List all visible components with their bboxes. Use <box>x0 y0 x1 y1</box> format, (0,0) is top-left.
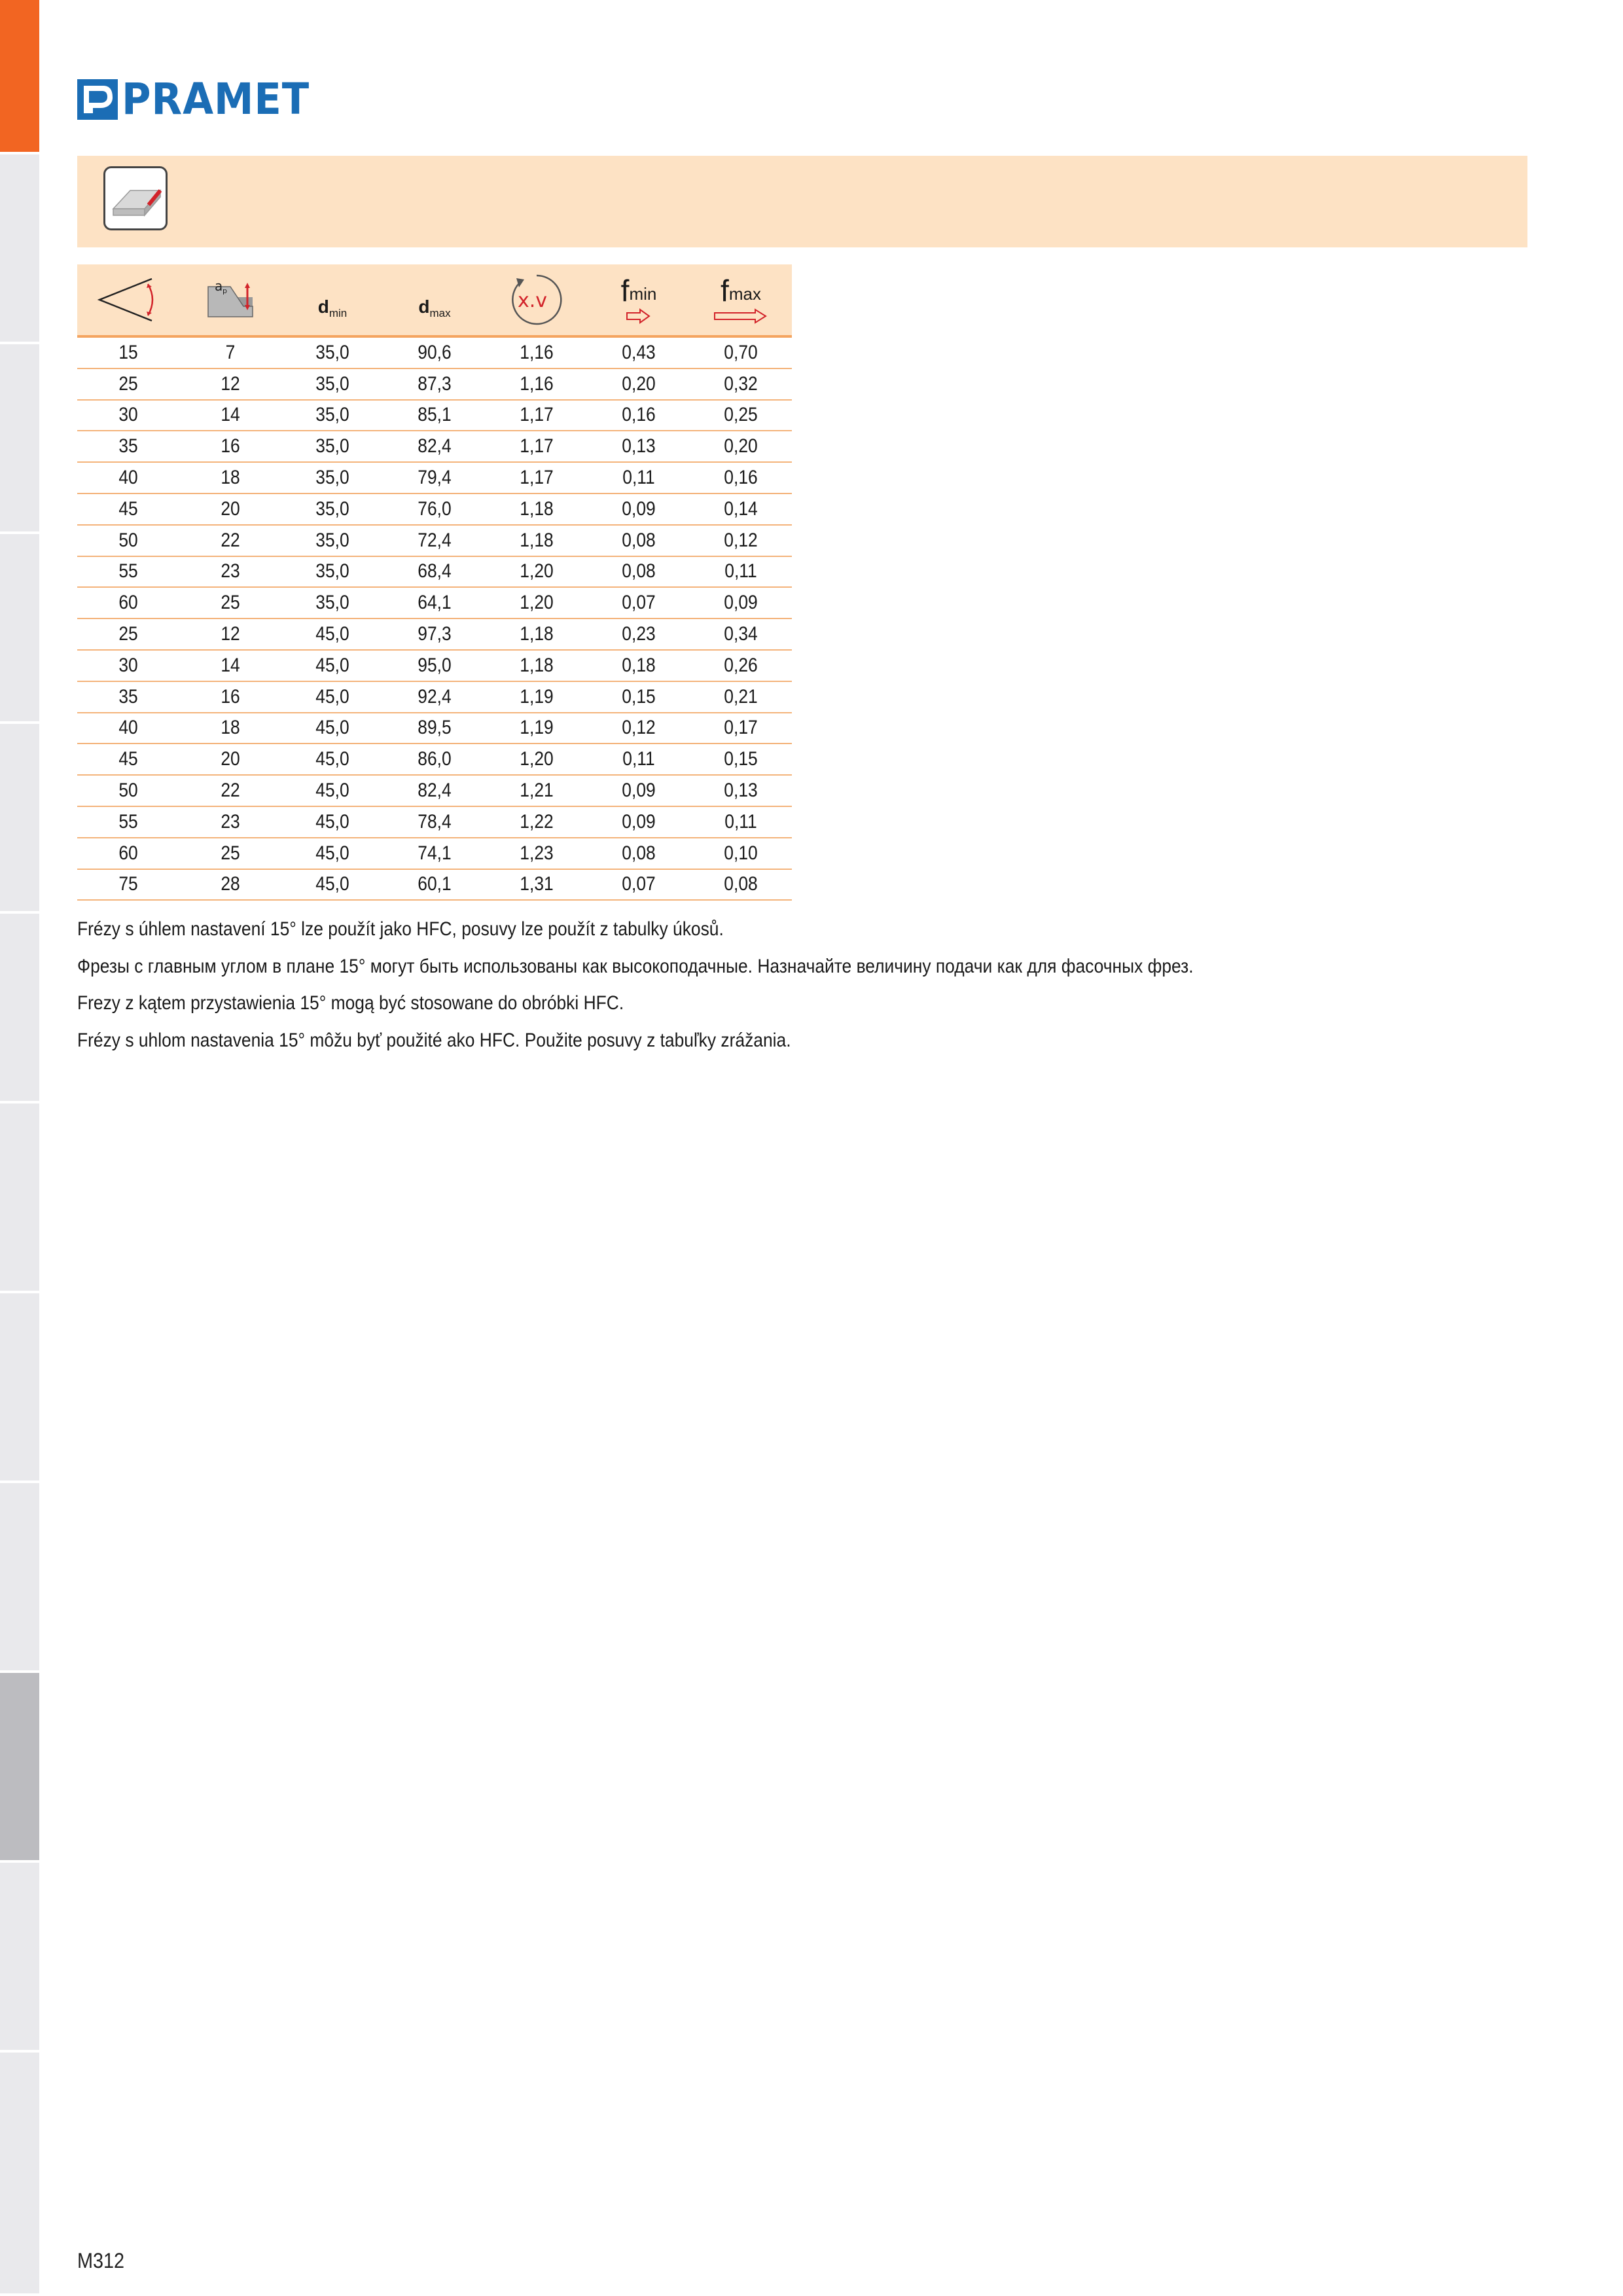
table-cell: 45 <box>118 497 138 520</box>
table-cell: 25 <box>221 592 240 614</box>
table-cell: 1,16 <box>520 372 554 395</box>
table-row <box>77 776 792 807</box>
table-cell: 1,21 <box>520 780 554 802</box>
table-cell: 14 <box>221 404 240 426</box>
table-cell: 55 <box>118 810 138 833</box>
table-cell: 0,11 <box>724 560 757 583</box>
svg-text:a: a <box>215 278 223 294</box>
table-cell: 40 <box>118 467 138 489</box>
svg-text:p: p <box>223 287 227 295</box>
table-cell: 1,31 <box>520 873 554 895</box>
dmin-header: $d_{min}$ <box>317 296 348 319</box>
table-cell: 35 <box>118 435 138 457</box>
table-cell: 1,17 <box>520 467 554 489</box>
table-cell: 95,0 <box>418 654 452 676</box>
table-cell: 89,5 <box>418 717 452 739</box>
note-russian: Фрезы с главным углом в плане 15° могут быть использованы как высокоподачные. Назначайте величину подачи как для фасочных фрез. <box>77 955 1194 977</box>
table-cell: 64,1 <box>418 592 452 614</box>
table-cell: 45 <box>118 748 138 770</box>
table-cell: 45,0 <box>315 654 349 676</box>
table-cell: 0,08 <box>622 560 656 583</box>
table-cell: 45,0 <box>315 685 349 708</box>
table-cell: 40 <box>118 717 138 739</box>
table-cell: 0,34 <box>724 623 758 645</box>
table-cell: 35,0 <box>315 560 349 583</box>
table-cell: 25 <box>118 623 138 645</box>
table-cell: 20 <box>221 748 240 770</box>
table-cell: 1,19 <box>520 717 554 739</box>
table-row <box>77 807 792 838</box>
side-tab[interactable] <box>0 1103 39 1293</box>
table-cell: 35,0 <box>315 341 349 363</box>
table-cell: 0,16 <box>622 404 656 426</box>
table-cell: 0,18 <box>622 654 656 676</box>
table-cell: 60,1 <box>418 873 452 895</box>
table-cell: 0,13 <box>622 435 656 457</box>
table-cell: 76,0 <box>418 497 452 520</box>
table-cell: 0,15 <box>724 748 758 770</box>
table-cell: 30 <box>118 404 138 426</box>
table-cell: 18 <box>221 717 240 739</box>
table-cell: 90,6 <box>418 341 452 363</box>
table-cell: 0,20 <box>622 372 656 395</box>
table-cell: 1,23 <box>520 842 554 864</box>
table-cell: 45,0 <box>315 873 349 895</box>
table-cell: 0,08 <box>622 529 656 551</box>
table-row <box>77 494 792 526</box>
dmax-header: $d_{max}$ <box>418 296 451 319</box>
table-cell: 1,20 <box>520 748 554 770</box>
table-cell: 35,0 <box>315 435 349 457</box>
table-cell: 45,0 <box>315 717 349 739</box>
table-cell: 20 <box>221 497 240 520</box>
table-cell: 74,1 <box>418 842 452 864</box>
table-cell: 55 <box>118 560 138 583</box>
table-cell: 30 <box>118 654 138 676</box>
table-cell: 82,4 <box>418 435 452 457</box>
table-cell: 0,15 <box>622 685 656 708</box>
table-cell: 7 <box>225 341 236 363</box>
table-row <box>77 338 792 369</box>
table-cell: 0,26 <box>724 654 758 676</box>
table-cell: 86,0 <box>418 748 452 770</box>
table-cell: 50 <box>118 529 138 551</box>
table-cell: 25 <box>221 842 240 864</box>
table-cell: 0,70 <box>724 341 758 363</box>
table-cell: 0,25 <box>724 404 758 426</box>
table-row <box>77 870 792 901</box>
table-cell: 0,11 <box>622 467 655 489</box>
table-cell: 1,18 <box>520 623 554 645</box>
table-cell: 45,0 <box>315 810 349 833</box>
side-tab-strip <box>0 0 39 2296</box>
table-cell: 25 <box>118 372 138 395</box>
table-row <box>77 526 792 557</box>
table-cell: 72,4 <box>418 529 452 551</box>
table-cell: 28 <box>221 873 240 895</box>
table-cell: 0,12 <box>724 529 758 551</box>
table-cell: 1,16 <box>520 341 554 363</box>
table-cell: 79,4 <box>418 467 452 489</box>
table-cell: 0,07 <box>622 592 656 614</box>
lead-angle-icon <box>77 264 179 335</box>
feed-arrow-max-icon <box>713 308 768 324</box>
table-cell: 35,0 <box>315 404 349 426</box>
table-row <box>77 369 792 401</box>
table-cell: 0,14 <box>724 497 758 520</box>
brand-name: PRAMET <box>122 74 310 124</box>
fmax-header: $f_{max}$ <box>690 264 792 335</box>
table-cell: 0,09 <box>622 780 656 802</box>
table-cell: 1,18 <box>520 529 554 551</box>
table-cell: 0,11 <box>724 810 757 833</box>
rotation-speed-factor-icon <box>486 264 588 335</box>
table-cell: 97,3 <box>418 623 452 645</box>
table-cell: 0,07 <box>622 873 656 895</box>
table-cell: 0,43 <box>622 341 656 363</box>
side-tab-active[interactable] <box>0 0 39 154</box>
note-slovak: Frézy s uhlom nastavenia 15° môžu byť použité ako HFC. Použite posuvy z tabuľky zrážania. <box>77 1029 791 1051</box>
table-cell: 82,4 <box>418 780 452 802</box>
table-cell: 45,0 <box>315 842 349 864</box>
table-cell: 23 <box>221 560 240 583</box>
pramet-logo <box>77 76 326 123</box>
table-cell: 68,4 <box>418 560 452 583</box>
feed-arrow-min-icon <box>626 308 652 324</box>
table-cell: 0,23 <box>622 623 656 645</box>
table-cell: 15 <box>118 341 138 363</box>
table-cell: 0,17 <box>724 717 758 739</box>
table-row <box>77 588 792 619</box>
table-cell: 35,0 <box>315 529 349 551</box>
table-cell: 1,20 <box>520 560 554 583</box>
table-row <box>77 651 792 682</box>
table-cell: 0,09 <box>724 592 758 614</box>
cutting-data-table <box>77 264 792 901</box>
table-cell: 45,0 <box>315 780 349 802</box>
table-cell: 0,08 <box>724 873 758 895</box>
table-cell: 0,11 <box>622 748 655 770</box>
table-header <box>77 264 792 338</box>
table-cell: 0,08 <box>622 842 656 864</box>
table-cell: 16 <box>221 685 240 708</box>
table-cell: 1,17 <box>520 435 554 457</box>
table-cell: 0,13 <box>724 780 758 802</box>
table-cell: 22 <box>221 529 240 551</box>
page-number: M312 <box>77 2249 125 2272</box>
table-cell: 14 <box>221 654 240 676</box>
table-cell: 35,0 <box>315 467 349 489</box>
table-cell: 12 <box>221 372 240 395</box>
fmin-header: $f_{min}$ <box>588 264 690 335</box>
side-tab[interactable] <box>0 1483 39 1673</box>
table-cell: 1,19 <box>520 685 554 708</box>
table-cell: 45,0 <box>315 748 349 770</box>
table-cell: 85,1 <box>418 404 452 426</box>
table-cell: 35,0 <box>315 592 349 614</box>
notes <box>77 911 1517 1059</box>
side-tab[interactable] <box>0 914 39 1103</box>
table-cell: 35,0 <box>315 372 349 395</box>
table-row <box>77 557 792 588</box>
table-row <box>77 713 792 745</box>
note-czech: Frézy s úhlem nastavení 15° lze použít jako HFC, posuvy lze použít z tabulky úkosů. <box>77 918 724 940</box>
table-cell: 78,4 <box>418 810 452 833</box>
table-row <box>77 744 792 776</box>
side-tab[interactable] <box>0 2053 39 2296</box>
section-header-band <box>77 156 1527 247</box>
table-cell: 0,20 <box>724 435 758 457</box>
side-tab[interactable] <box>0 1863 39 2053</box>
table-cell: 23 <box>221 810 240 833</box>
table-cell: 0,09 <box>622 810 656 833</box>
table-cell: 0,32 <box>724 372 758 395</box>
table-cell: 0,12 <box>622 717 656 739</box>
table-cell: 35,0 <box>315 497 349 520</box>
pramet-logo-mark-icon <box>77 79 118 120</box>
table-cell: 92,4 <box>418 685 452 708</box>
table-cell: 1,18 <box>520 497 554 520</box>
table-cell: 1,22 <box>520 810 554 833</box>
table-body <box>77 338 792 901</box>
table-cell: 60 <box>118 592 138 614</box>
depth-of-cut-icon <box>179 264 281 335</box>
table-cell: 35 <box>118 685 138 708</box>
table-row <box>77 401 792 432</box>
table-cell: 45,0 <box>315 623 349 645</box>
table-row <box>77 463 792 494</box>
table-cell: 16 <box>221 435 240 457</box>
side-tab[interactable] <box>0 1293 39 1483</box>
side-tab[interactable] <box>0 344 39 534</box>
table-row <box>77 682 792 713</box>
table-cell: 12 <box>221 623 240 645</box>
table-cell: 60 <box>118 842 138 864</box>
svg-text:x.v: x.v <box>518 289 548 312</box>
table-cell: 18 <box>221 467 240 489</box>
chamfer-insert-icon <box>103 166 168 230</box>
table-cell: 0,10 <box>724 842 758 864</box>
side-tab[interactable] <box>0 154 39 344</box>
table-row <box>77 838 792 870</box>
table-cell: 22 <box>221 780 240 802</box>
table-cell: 1,20 <box>520 592 554 614</box>
table-cell: 1,18 <box>520 654 554 676</box>
table-cell: 87,3 <box>418 372 452 395</box>
table-cell: 0,16 <box>724 467 758 489</box>
table-row <box>77 431 792 463</box>
table-cell: 50 <box>118 780 138 802</box>
side-tab[interactable] <box>0 724 39 914</box>
table-row <box>77 619 792 651</box>
note-polish: Frezy z kątem przystawienia 15° mogą być stosowane do obróbki HFC. <box>77 992 624 1014</box>
table-cell: 0,09 <box>622 497 656 520</box>
table-cell: 0,21 <box>724 685 758 708</box>
side-tab[interactable] <box>0 534 39 724</box>
side-tab-section[interactable] <box>0 1673 39 1863</box>
table-cell: 75 <box>118 873 138 895</box>
table-cell: 1,17 <box>520 404 554 426</box>
